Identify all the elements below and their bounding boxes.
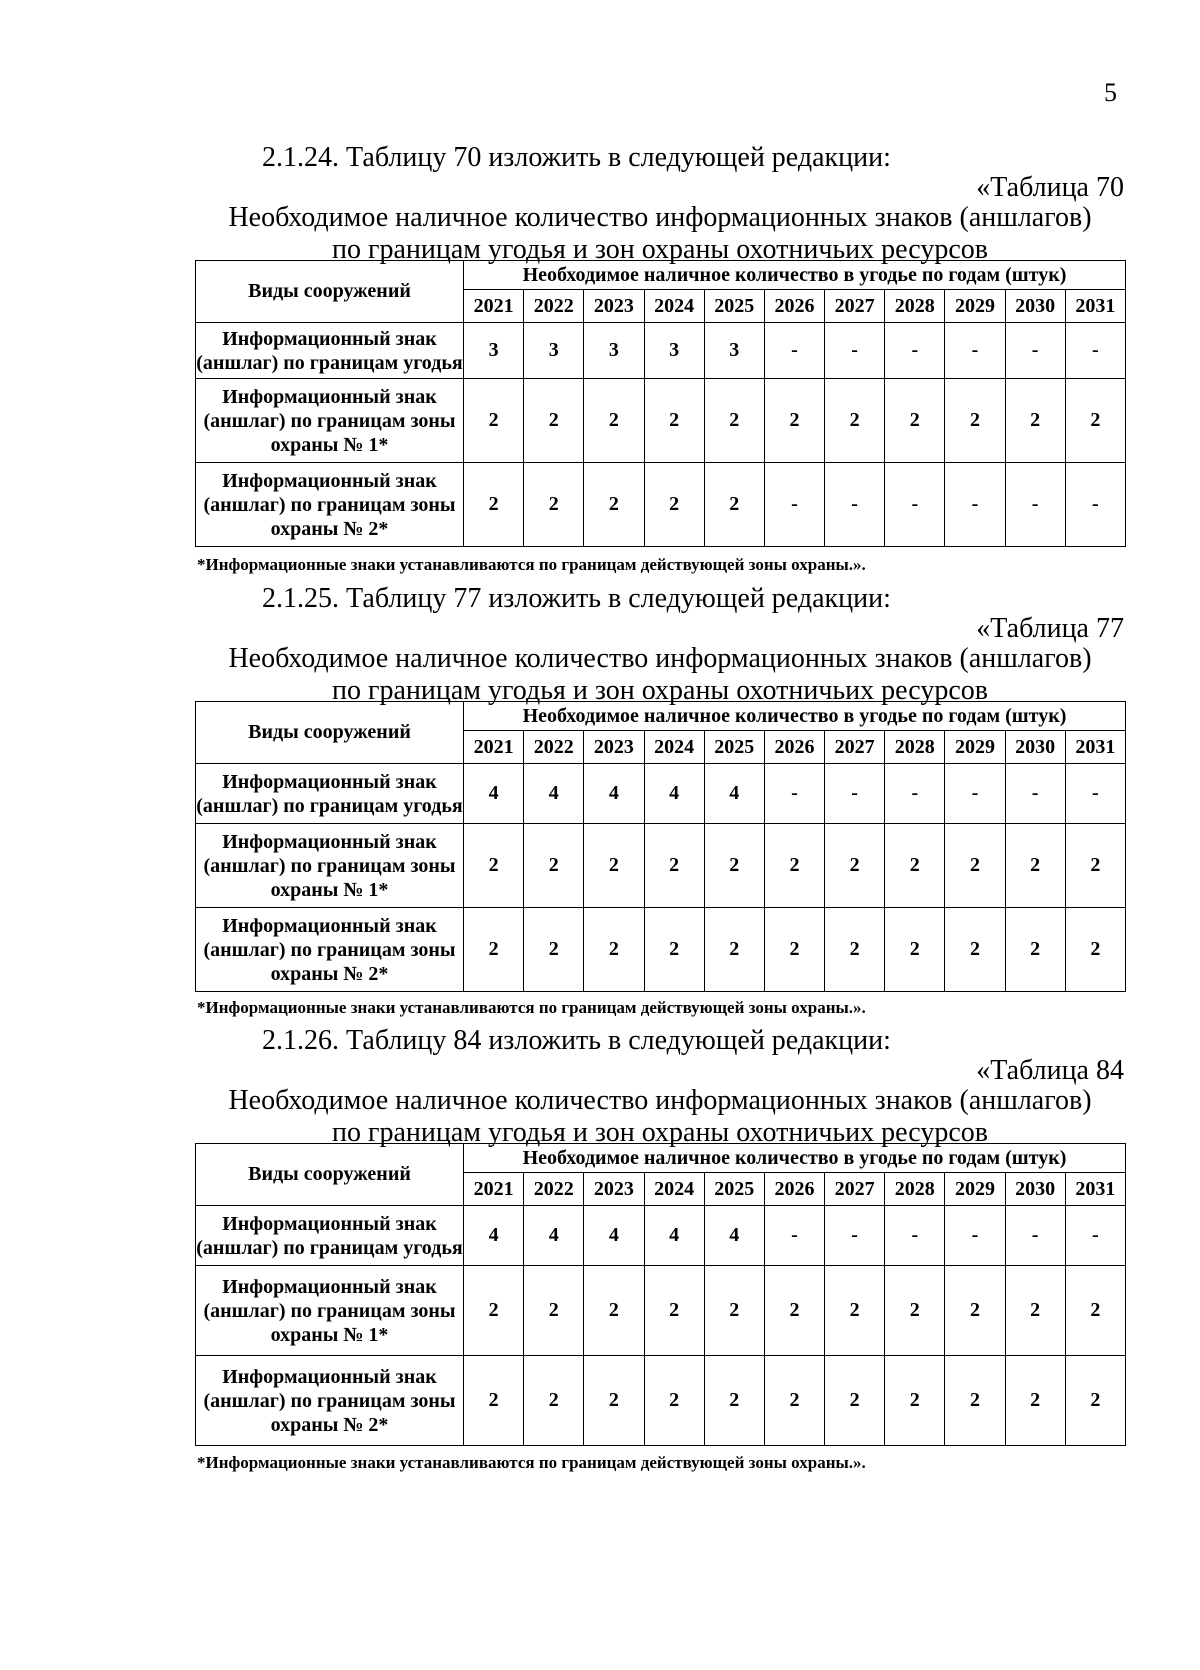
value-cell: 4 — [584, 764, 644, 824]
table-row — [196, 1266, 1126, 1356]
value-cell: 2 — [644, 824, 704, 908]
value-cell: 2 — [644, 1356, 704, 1446]
year-header-cell: 2029 — [945, 290, 1005, 323]
footnote: *Информационные знаки устанавливаются по границам действующей зоны охраны.». — [197, 998, 866, 1017]
table-title — [195, 1085, 1125, 1149]
row-name-line: (аншлаг) по границам зоны — [203, 854, 456, 877]
value-cell: 4 — [704, 1206, 764, 1266]
year-header-cell: 2023 — [584, 290, 644, 323]
row-name-line: Информационный знак — [222, 770, 437, 793]
year-header-cell: 2029 — [945, 731, 1005, 764]
value-cell: 2 — [464, 1266, 524, 1356]
row-name-line: Информационный знак — [222, 1365, 437, 1388]
value-cell: 2 — [825, 1356, 885, 1446]
value-cell: 2 — [764, 908, 824, 992]
value-cell: 2 — [1065, 379, 1125, 463]
footnote: *Информационные знаки устанавливаются по границам действующей зоны охраны.». — [197, 1453, 866, 1472]
row-name-cell — [196, 824, 464, 908]
row-name-cell — [196, 1266, 464, 1356]
year-header-cell: 2030 — [1005, 731, 1065, 764]
value-cell: 2 — [704, 463, 764, 547]
value-cell: 2 — [464, 1356, 524, 1446]
value-cell: 2 — [764, 379, 824, 463]
value-cell: 2 — [945, 1356, 1005, 1446]
section-heading: 2.1.24. Таблицу 70 изложить в следующей редакции: — [262, 142, 891, 173]
row-name-line: Информационный знак — [222, 830, 437, 853]
year-header-cell: 2029 — [945, 1173, 1005, 1206]
row-header-cell: Виды сооружений — [196, 1144, 464, 1206]
table-label: «Таблица 77 — [976, 613, 1124, 644]
value-cell: 2 — [584, 463, 644, 547]
year-header-cell: 2028 — [885, 731, 945, 764]
table-title-line-2: по границам угодья и зон охраны охотничьих ресурсов — [331, 675, 988, 706]
value-cell: 2 — [644, 379, 704, 463]
row-name-line: охраны № 2* — [270, 962, 389, 985]
row-name-cell — [196, 764, 464, 824]
value-cell: 2 — [704, 1266, 764, 1356]
value-cell: - — [885, 323, 945, 379]
row-name-line: (аншлаг) по границам угодья — [196, 794, 463, 817]
row-name-line: охраны № 2* — [270, 1413, 389, 1436]
value-cell: 2 — [1065, 908, 1125, 992]
value-cell: 2 — [764, 1266, 824, 1356]
year-header-cell: 2024 — [644, 290, 704, 323]
value-cell: 2 — [644, 908, 704, 992]
value-cell: - — [1005, 463, 1065, 547]
group-header-cell: Необходимое наличное количество в угодье по годам (штук) — [464, 702, 1126, 731]
year-header-cell: 2022 — [524, 731, 584, 764]
row-name-cell — [196, 1206, 464, 1266]
year-header-cell: 2026 — [764, 290, 824, 323]
table-title-line-2: по границам угодья и зон охраны охотничьих ресурсов — [331, 234, 988, 265]
table-title-line-2: по границам угодья и зон охраны охотничьих ресурсов — [331, 1117, 988, 1148]
year-header-cell: 2027 — [825, 290, 885, 323]
value-cell: - — [825, 463, 885, 547]
value-cell: - — [825, 323, 885, 379]
value-cell: 3 — [524, 323, 584, 379]
row-name-line: охраны № 1* — [270, 1323, 389, 1346]
value-cell: 4 — [464, 1206, 524, 1266]
year-header-cell: 2025 — [704, 1173, 764, 1206]
year-header-cell: 2021 — [464, 731, 524, 764]
value-cell: 2 — [464, 824, 524, 908]
value-cell: 2 — [945, 908, 1005, 992]
year-header-cell: 2027 — [825, 1173, 885, 1206]
row-name-line: (аншлаг) по границам зоны — [203, 938, 456, 961]
row-name-line: (аншлаг) по границам угодья — [196, 1236, 463, 1259]
value-cell: 2 — [524, 908, 584, 992]
year-header-cell: 2021 — [464, 1173, 524, 1206]
value-cell: 2 — [825, 1266, 885, 1356]
value-cell: - — [764, 764, 824, 824]
value-cell: - — [825, 1206, 885, 1266]
value-cell: - — [764, 463, 824, 547]
footnote: *Информационные знаки устанавливаются по границам действующей зоны охраны.». — [197, 555, 866, 574]
value-cell: 2 — [885, 1356, 945, 1446]
value-cell: 4 — [524, 764, 584, 824]
year-header-cell: 2024 — [644, 731, 704, 764]
value-cell: 2 — [885, 379, 945, 463]
group-header-cell: Необходимое наличное количество в угодье по годам (штук) — [464, 1144, 1126, 1173]
year-header-cell: 2030 — [1005, 290, 1065, 323]
value-cell: - — [1005, 1206, 1065, 1266]
value-cell: 2 — [825, 824, 885, 908]
value-cell: 3 — [464, 323, 524, 379]
value-cell: 2 — [764, 1356, 824, 1446]
page-number: 5 — [1104, 78, 1117, 107]
table-title-line-1: Необходимое наличное количество информационных знаков (аншлагов) — [228, 1085, 1092, 1116]
value-cell: 4 — [524, 1206, 584, 1266]
value-cell: 3 — [644, 323, 704, 379]
value-cell: 4 — [704, 764, 764, 824]
table-row — [196, 1206, 1126, 1266]
row-name-line: Информационный знак — [222, 327, 437, 350]
value-cell: - — [945, 764, 1005, 824]
value-cell: 2 — [524, 379, 584, 463]
value-cell: 3 — [704, 323, 764, 379]
table-title-line-1: Необходимое наличное количество информационных знаков (аншлагов) — [228, 202, 1092, 233]
year-header-cell: 2026 — [764, 731, 824, 764]
row-name-line: (аншлаг) по границам зоны — [203, 1389, 456, 1412]
year-header-cell: 2027 — [825, 731, 885, 764]
data-table — [195, 260, 1126, 547]
value-cell: 2 — [524, 463, 584, 547]
value-cell: 2 — [524, 1266, 584, 1356]
table-row — [196, 1356, 1126, 1446]
row-name-cell — [196, 323, 464, 379]
value-cell: 2 — [1005, 379, 1065, 463]
value-cell: - — [885, 463, 945, 547]
year-header-cell: 2028 — [885, 290, 945, 323]
value-cell: 2 — [1065, 824, 1125, 908]
table-title — [195, 202, 1125, 266]
value-cell: 2 — [885, 908, 945, 992]
value-cell: 2 — [704, 1356, 764, 1446]
value-cell: - — [1065, 463, 1125, 547]
table-row — [196, 379, 1126, 463]
value-cell: 2 — [825, 908, 885, 992]
value-cell: 2 — [704, 824, 764, 908]
year-header-cell: 2030 — [1005, 1173, 1065, 1206]
value-cell: 2 — [584, 824, 644, 908]
row-name-cell — [196, 379, 464, 463]
row-name-line: (аншлаг) по границам угодья — [196, 351, 463, 374]
section-heading: 2.1.26. Таблицу 84 изложить в следующей редакции: — [262, 1025, 891, 1056]
value-cell: 2 — [1065, 1356, 1125, 1446]
value-cell: 4 — [464, 764, 524, 824]
group-header-cell: Необходимое наличное количество в угодье по годам (штук) — [464, 261, 1126, 290]
value-cell: 2 — [1005, 824, 1065, 908]
value-cell: - — [945, 1206, 1005, 1266]
table-row — [196, 764, 1126, 824]
value-cell: 2 — [945, 379, 1005, 463]
year-header-cell: 2022 — [524, 290, 584, 323]
row-name-line: Информационный знак — [222, 914, 437, 937]
value-cell: 2 — [464, 908, 524, 992]
value-cell: 2 — [704, 379, 764, 463]
table-label: «Таблица 84 — [976, 1055, 1124, 1086]
table-title — [195, 643, 1125, 707]
value-cell: 2 — [584, 379, 644, 463]
year-header-cell: 2028 — [885, 1173, 945, 1206]
value-cell: - — [1065, 323, 1125, 379]
table-row — [196, 908, 1126, 992]
row-name-cell — [196, 1356, 464, 1446]
value-cell: 2 — [644, 463, 704, 547]
value-cell: 2 — [825, 379, 885, 463]
row-name-line: Информационный знак — [222, 469, 437, 492]
value-cell: - — [764, 1206, 824, 1266]
table-title-line-1: Необходимое наличное количество информационных знаков (аншлагов) — [228, 643, 1092, 674]
value-cell: 2 — [885, 1266, 945, 1356]
value-cell: 2 — [885, 824, 945, 908]
row-name-line: охраны № 1* — [270, 433, 389, 456]
section-heading: 2.1.25. Таблицу 77 изложить в следующей редакции: — [262, 583, 891, 614]
row-name-line: (аншлаг) по границам зоны — [203, 1299, 456, 1322]
value-cell: - — [885, 764, 945, 824]
row-name-cell — [196, 908, 464, 992]
row-name-line: (аншлаг) по границам зоны — [203, 493, 456, 516]
value-cell: 2 — [1005, 1266, 1065, 1356]
value-cell: 4 — [644, 764, 704, 824]
row-name-line: (аншлаг) по границам зоны — [203, 409, 456, 432]
data-table — [195, 1143, 1126, 1446]
row-header-cell: Виды сооружений — [196, 261, 464, 323]
row-name-line: Информационный знак — [222, 1275, 437, 1298]
row-name-cell — [196, 463, 464, 547]
row-header-cell: Виды сооружений — [196, 702, 464, 764]
table-row — [196, 463, 1126, 547]
table-label: «Таблица 70 — [976, 172, 1124, 203]
value-cell: - — [885, 1206, 945, 1266]
value-cell: 3 — [584, 323, 644, 379]
year-header-cell: 2021 — [464, 290, 524, 323]
value-cell: - — [825, 764, 885, 824]
year-header-cell: 2031 — [1065, 1173, 1125, 1206]
value-cell: 2 — [1005, 908, 1065, 992]
year-header-cell: 2025 — [704, 290, 764, 323]
value-cell: 2 — [524, 824, 584, 908]
year-header-cell: 2026 — [764, 1173, 824, 1206]
year-header-cell: 2023 — [584, 731, 644, 764]
value-cell: 2 — [644, 1266, 704, 1356]
value-cell: 2 — [464, 463, 524, 547]
row-name-line: Информационный знак — [222, 385, 437, 408]
value-cell: 2 — [464, 379, 524, 463]
year-header-cell: 2023 — [584, 1173, 644, 1206]
year-header-cell: 2024 — [644, 1173, 704, 1206]
value-cell: 2 — [945, 1266, 1005, 1356]
year-header-cell: 2031 — [1065, 731, 1125, 764]
value-cell: 2 — [1005, 1356, 1065, 1446]
value-cell: 4 — [644, 1206, 704, 1266]
value-cell: - — [1005, 764, 1065, 824]
table-row — [196, 824, 1126, 908]
year-header-cell: 2031 — [1065, 290, 1125, 323]
value-cell: 2 — [764, 824, 824, 908]
value-cell: 2 — [704, 908, 764, 992]
value-cell: 2 — [584, 1266, 644, 1356]
value-cell: - — [1065, 764, 1125, 824]
value-cell: - — [1065, 1206, 1125, 1266]
year-header-cell: 2025 — [704, 731, 764, 764]
row-name-line: охраны № 1* — [270, 878, 389, 901]
value-cell: - — [945, 323, 1005, 379]
value-cell: 2 — [584, 1356, 644, 1446]
data-table — [195, 701, 1126, 992]
year-header-cell: 2022 — [524, 1173, 584, 1206]
value-cell: - — [1005, 323, 1065, 379]
row-name-line: Информационный знак — [222, 1212, 437, 1235]
value-cell: - — [764, 323, 824, 379]
row-name-line: охраны № 2* — [270, 517, 389, 540]
value-cell: 2 — [524, 1356, 584, 1446]
value-cell: 2 — [1065, 1266, 1125, 1356]
value-cell: 2 — [945, 824, 1005, 908]
table-row — [196, 323, 1126, 379]
value-cell: 4 — [584, 1206, 644, 1266]
value-cell: - — [945, 463, 1005, 547]
value-cell: 2 — [584, 908, 644, 992]
